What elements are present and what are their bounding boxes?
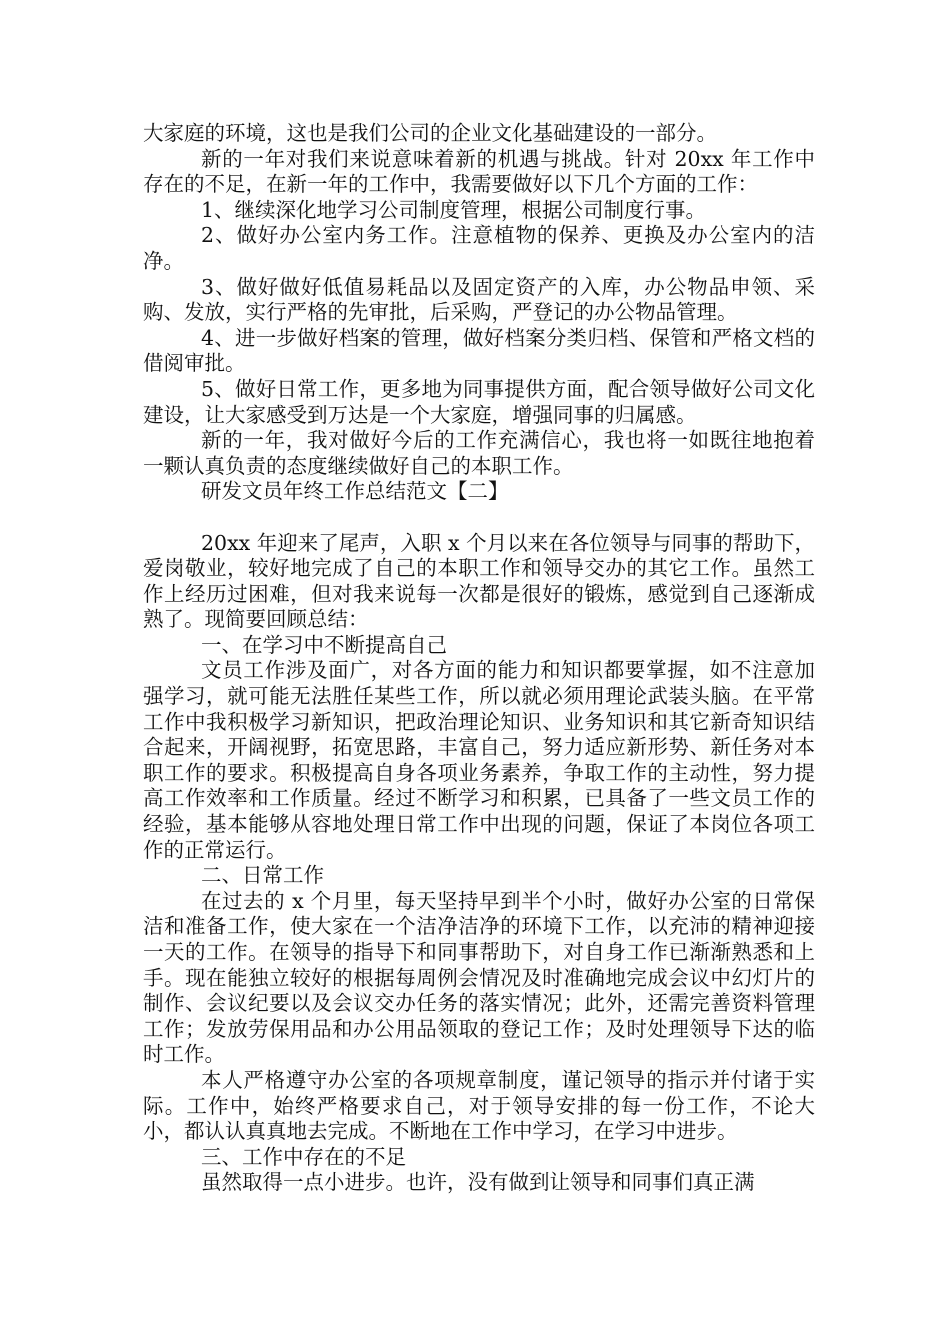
paragraph: 在过去的 x 个月里，每天坚持早到半个小时，做好办公室的日常保洁和准备工作，使大家在一个洁净洁净的环境下工作，以充沛的精神迎接一天的工作。在领导的指导下和同事帮助下，对自身工作已渐渐熟悉和上手。现在能独立较好的根据每周例会情况及时准确地完成会议中幻灯片的制作、会议纪要以及会议交办任务的落实情况；此外，还需完善资料管理工作；发放劳保用品和办公用品领取的登记工作；及时处理领导下达的临时工作。 xyxy=(143,888,815,1067)
paragraph: 20xx 年迎来了尾声，入职 x 个月以来在各位领导与同事的帮助下，爱岗敬业，较好地完成了自己的本职工作和领导交办的其它工作。虽然工作上经历过困难，但对我来说每一次都是很好的锻炼，感觉到自己逐渐成熟了。现简要回顾总结： xyxy=(143,530,815,632)
blank-line xyxy=(143,505,815,531)
section-heading: 一、在学习中不断提高自己 xyxy=(201,632,447,657)
list-item: 5、做好日常工作，更多地为同事提供方面，配合领导做好公司文化建设，让大家感受到万达是一个大家庭，增强同事的归属感。 xyxy=(143,376,815,427)
paragraph: 本人严格遵守办公室的各项规章制度，谨记领导的指示并付诸于实际。工作中，始终严格要求自己，对于领导安排的每一份工作，不论大小，都认认真真地去完成。不断地在工作中学习，在学习中进步。 xyxy=(143,1067,815,1144)
paragraph: 文员工作涉及面广，对各方面的能力和知识都要掌握，如不注意加强学习，就可能无法胜任某些工作，所以就必须用理论武装头脑。在平常工作中我积极学习新知识，把政治理论知识、业务知识和其它新奇知识结合起来，开阔视野，拓宽思路，丰富自己，努力适应新形势、新任务对本职工作的要求。积极提高自身各项业务素养，争取工作的主动性，努力提高工作效率和工作质量。经过不断学习和积累，已具备了一些文员工作的经验，基本能够从容地处理日常工作中出现的问题，保证了本岗位各项工作的正常运行。 xyxy=(143,658,815,862)
paragraph: 虽然取得一点小进步。也许，没有做到让领导和同事们真正满 xyxy=(201,1170,755,1195)
section-heading: 二、日常工作 xyxy=(201,863,324,888)
document-page xyxy=(143,121,815,1196)
paragraph: 大家庭的环境，这也是我们公司的企业文化基础建设的一部分。 xyxy=(143,121,717,145)
list-item: 2、做好办公室内务工作。注意植物的保养、更换及办公室内的洁净。 xyxy=(143,223,815,273)
section-title: 研发文员年终工作总结范文【二】 xyxy=(201,479,509,504)
list-item: 1、继续深化地学习公司制度管理，根据公司制度行事。 xyxy=(201,197,707,222)
list-item: 4、进一步做好档案的管理，做好档案分类归档、保管和严格文档的借阅审批。 xyxy=(143,325,815,376)
paragraph: 新的一年，我对做好今后的工作充满信心，我也将一如既往地抱着一颗认真负责的态度继续做好自己的本职工作。 xyxy=(143,428,815,478)
list-item: 3、做好做好低值易耗品以及固定资产的入库，办公物品申领、采购、发放，实行严格的先审批，后采购，严登记的办公物品管理。 xyxy=(143,274,815,325)
section-heading: 三、工作中存在的不足 xyxy=(201,1144,406,1169)
paragraph: 新的一年对我们来说意味着新的机遇与挑战。针对 20xx 年工作中存在的不足，在新一年的工作中，我需要做好以下几个方面的工作： xyxy=(143,146,815,197)
